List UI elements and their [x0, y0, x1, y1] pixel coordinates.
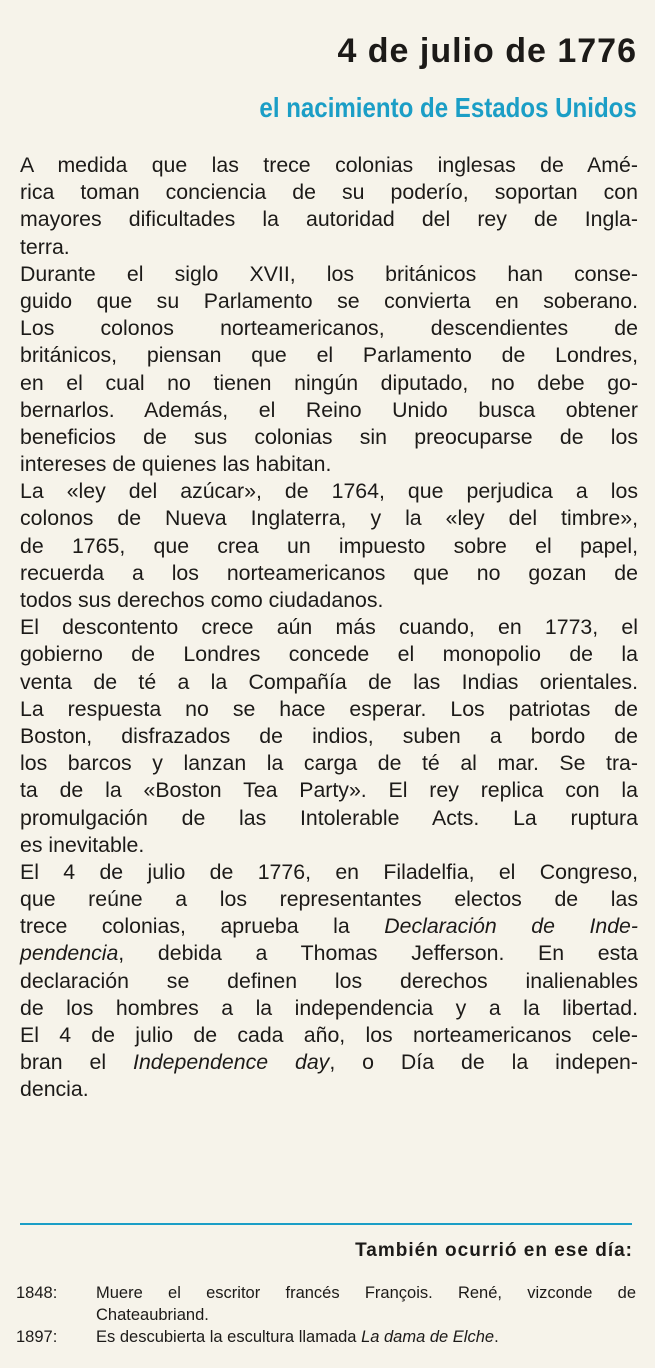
event-year: 1897: [16, 1328, 58, 1346]
text-line: venta de té a la Compañía de las Indias orientales. [20, 669, 638, 694]
text-line: gobierno de Londres concede el monopolio de la [20, 642, 638, 667]
text-line: El 4 de julio de 1776, en Filadelfia, el Congreso, [20, 859, 638, 884]
text-line: Durante el siglo XVII, los británicos han conse- [20, 261, 638, 286]
text-line: de los hombres a la independencia y a la libertad. [20, 995, 638, 1020]
text-line: Boston, disfrazados de indios, suben a bordo de [20, 723, 638, 748]
text-line: todos sus derechos como ciudadanos. [20, 588, 384, 612]
text-line: es inevitable. [20, 832, 145, 857]
text-line: bran el Independence day, o Día de la indepen- [20, 1050, 638, 1075]
text-line: recuerda a los norteamericanos que no gozan de [20, 560, 638, 585]
event-text [96, 1282, 636, 1326]
text-line: terra. [20, 234, 70, 259]
text-line: rica toman conciencia de su poderío, soportan con [20, 180, 638, 205]
text-line: intereses de quienes las habitan. [20, 452, 332, 477]
event-year: 1848: [16, 1284, 58, 1302]
text-line: en el cual no tienen ningún diputado, no debe go- [20, 370, 638, 395]
text-line: declaración se definen los derechos inalienables [20, 968, 638, 993]
article-body [20, 152, 638, 1104]
text-line: bernarlos. Además, el Reino Unido busca obtener [20, 397, 638, 422]
text-line: A medida que las trece colonias inglesas de Amé- [20, 153, 638, 177]
events-list [16, 1282, 636, 1348]
text-line: dencia. [20, 1077, 89, 1102]
text-line: que reúne a los representantes electos de las [20, 887, 638, 912]
text-line: El descontento crece aún más cuando, en 1773, el [20, 615, 638, 640]
page-subtitle: el nacimiento de Estados Unidos [259, 92, 637, 123]
text-line: La «ley del azúcar», de 1764, que perjudica a los [20, 479, 638, 504]
section-divider [20, 1223, 632, 1225]
text-line: beneficios de sus colonias sin preocuparse de los [20, 424, 638, 449]
text-line: Chateaubriand. [96, 1306, 209, 1324]
text-line: trece colonias, aprueba la Declaración de Inde- [20, 914, 638, 939]
text-line: colonos de Nueva Inglaterra, y la «ley del timbre», [20, 506, 638, 531]
text-line: mayores dificultades la autoridad del rey de Ingla- [20, 207, 638, 232]
text-line: de 1765, que crea un impuesto sobre el papel, [20, 533, 638, 558]
text-line: promulgación de las Intolerable Acts. La ruptura [20, 805, 638, 830]
text-line: pendencia, debida a Thomas Jefferson. En esta [20, 941, 638, 966]
text-line: La respuesta no se hace esperar. Los patriotas de [20, 696, 638, 721]
text-line: El 4 de julio de cada año, los norteamericanos cele- [20, 1023, 638, 1047]
page-title: 4 de julio de 1776 [337, 32, 637, 70]
text-line: los barcos y lanzan la carga de té al mar. Se tra- [20, 751, 638, 776]
text-line: ta de la «Boston Tea Party». El rey replica con la [20, 778, 638, 803]
event-text [96, 1326, 636, 1348]
list-item [16, 1326, 636, 1348]
also-happened-heading: También ocurrió en ese día: [355, 1240, 633, 1261]
text-line: británicos, piensan que el Parlamento de Londres, [20, 343, 638, 368]
text-line: guido que su Parlamento se convierta en soberano. [20, 288, 638, 313]
text-line: Muere el escritor francés François. René, vizconde de [96, 1284, 636, 1302]
text-line: Los colonos norteamericanos, descendientes de [20, 316, 638, 341]
text-line: Es descubierta la escultura llamada La dama de Elche. [96, 1328, 499, 1346]
list-item [16, 1282, 636, 1326]
